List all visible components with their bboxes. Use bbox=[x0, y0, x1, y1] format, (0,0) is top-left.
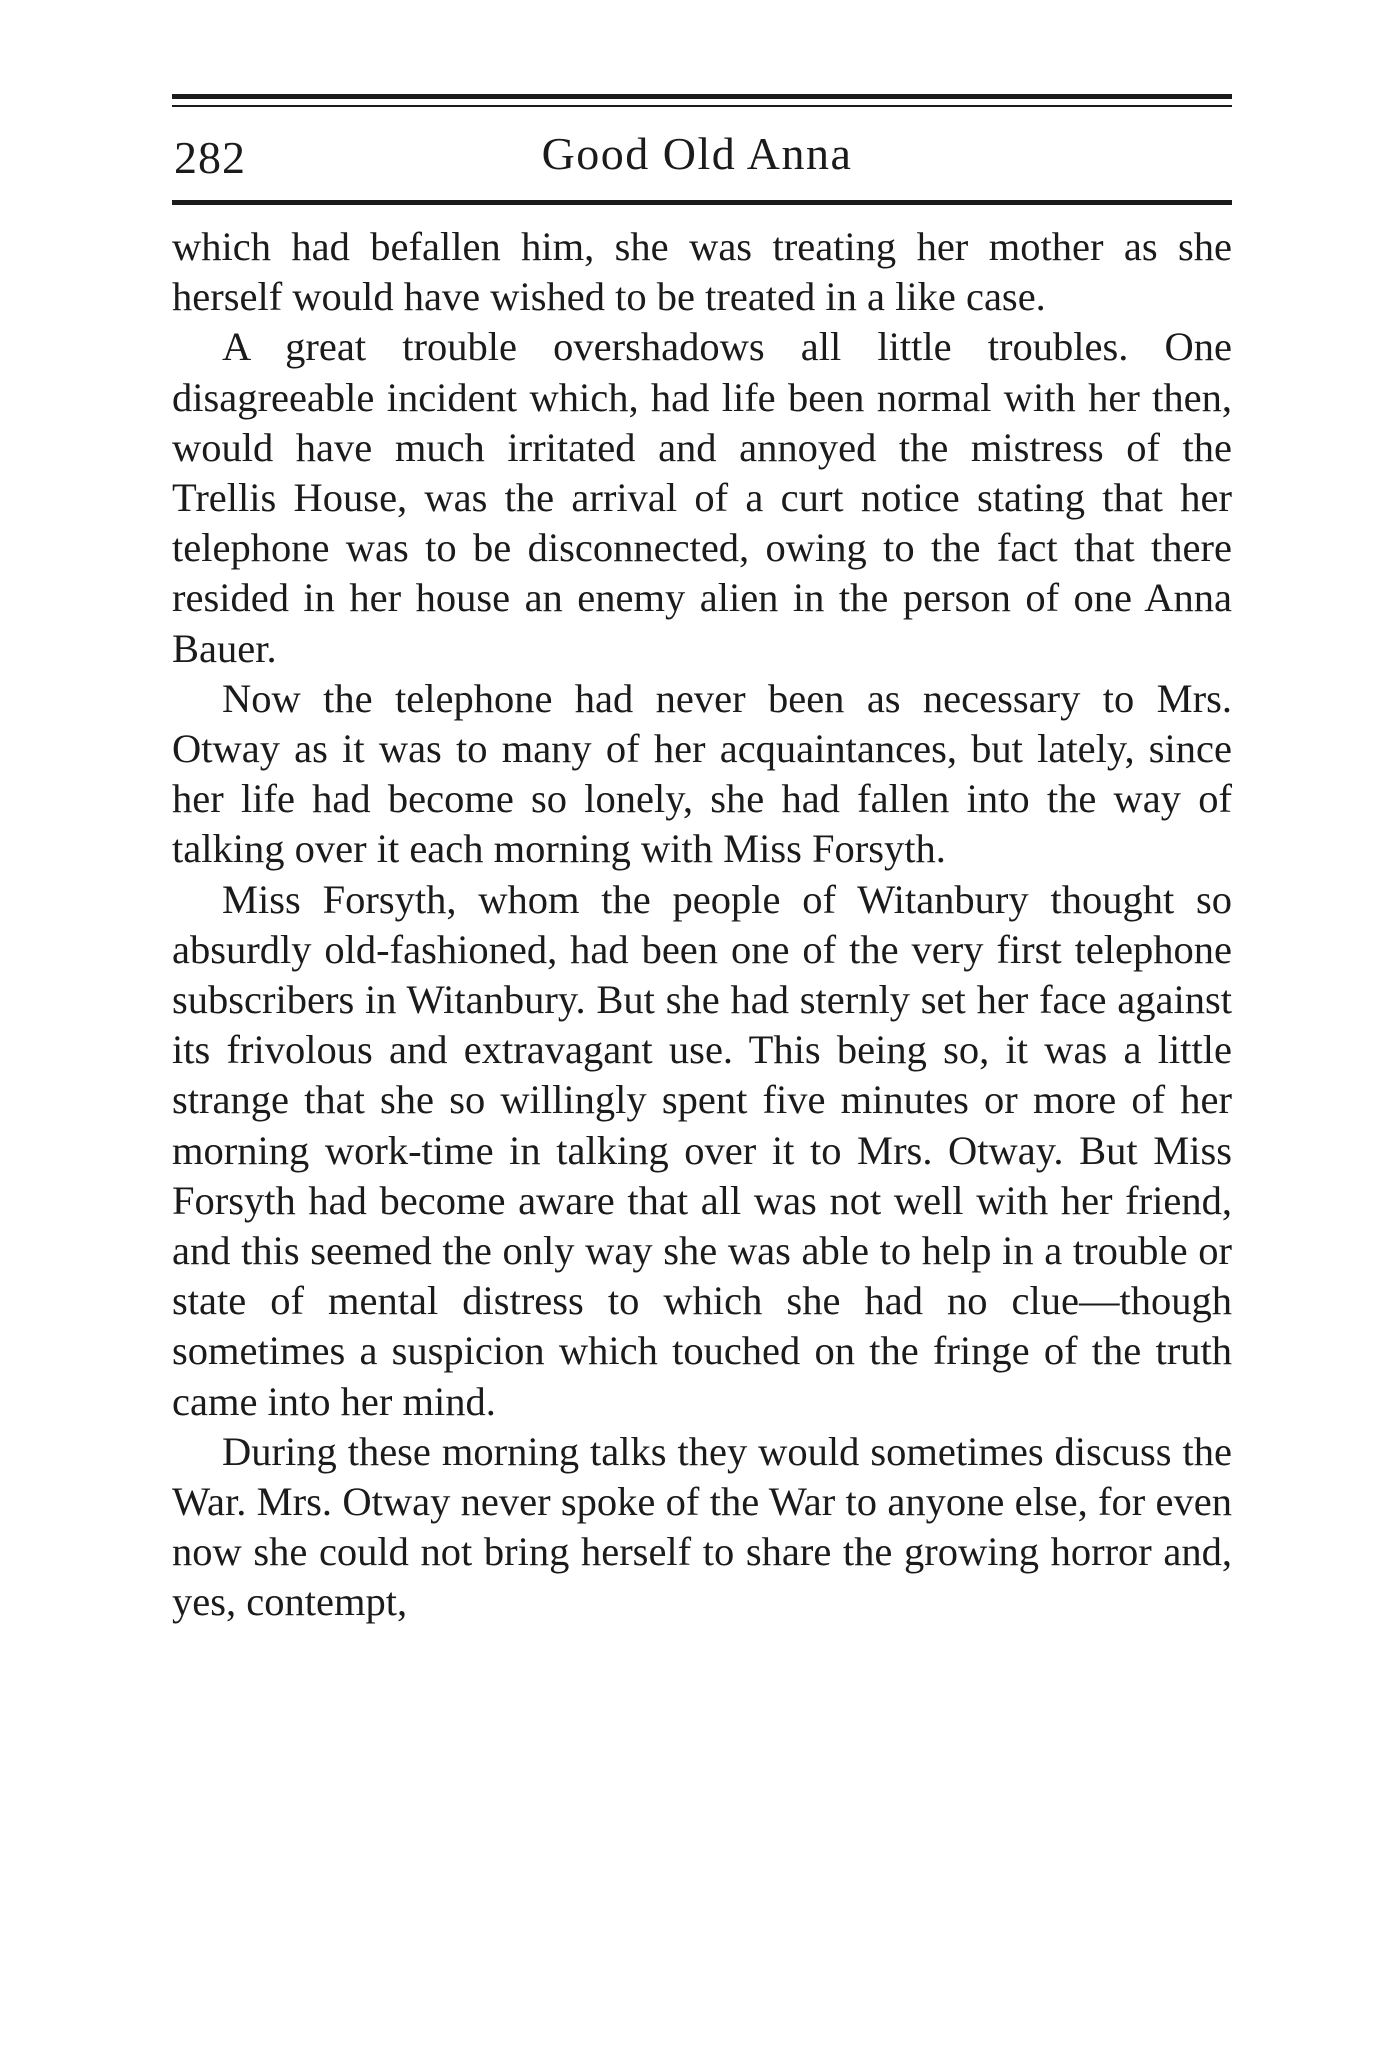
header-rule-bottom bbox=[172, 200, 1232, 205]
running-head bbox=[172, 124, 1232, 194]
paragraph: During these morning talks they would sometimes discuss the War. Mrs. Otway never spoke of the War to anyone else, for even now she could not bring herself to share the growing horror and, yes, contempt, bbox=[172, 1428, 1232, 1625]
paragraph: A great trouble overshadows all little troubles. One disagreeable incident which, had life been normal with her then, would have much irritated and annoyed the mistress of the Trellis House, was the arrival of a curt notice stating that her telephone was to be disconnected, owing to the fact that there resided in her house an enemy alien in the person of one Anna Bauer. bbox=[172, 324, 1232, 671]
paragraph: Now the telephone had never been as necessary to Mrs. Otway as it was to many of her acquaintances, but lately, since her life had become so lonely, she had fallen into the way of talking over it each morning with Miss Forsyth. bbox=[172, 675, 1232, 872]
header-rule-thin bbox=[172, 105, 1232, 107]
running-title: Good Old Anna bbox=[541, 128, 853, 179]
paragraph: Miss Forsyth, whom the people of Witanbury thought so absurdly old-fashioned, had been one of the very first telephone subscribers in Witanbury. But she had sternly set her face against its frivolous and extravagant use. This being so, it was a little strange that she so willingly spent five minutes or more of her morning work-time in talking over it to Mrs. Otway. But Miss Forsyth had become aware that all was not well with her friend, and this seemed the only way she was able to help in a trouble or state of mental distress to which she had no clue—though sometimes a suspicion which touched on the fringe of the truth came into her mind. bbox=[172, 876, 1232, 1424]
header-rule-thick bbox=[172, 94, 1232, 99]
body-text bbox=[172, 222, 1232, 1628]
page-number: 282 bbox=[174, 132, 246, 183]
paragraph-continued: which had befallen him, she was treating her mother as she herself would have wished to be treated in a like case. bbox=[172, 224, 1232, 320]
